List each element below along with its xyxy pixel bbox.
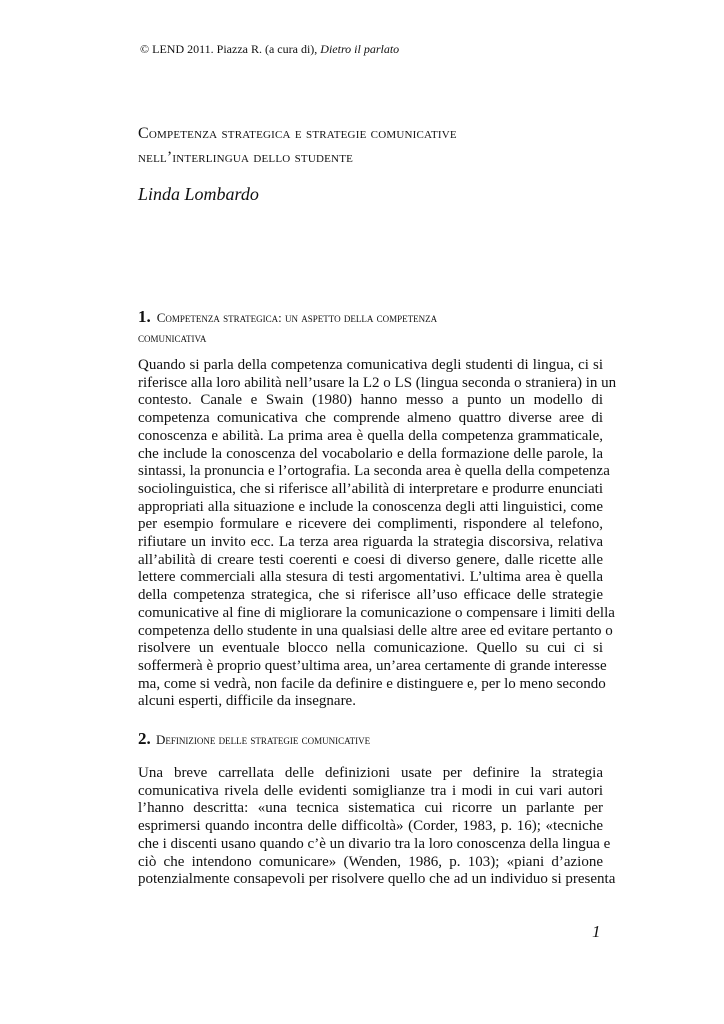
text-line: comunicativa rivela delle evidenti somiglianze tra i modi in cui vari autori xyxy=(138,782,603,799)
section-2-paragraph xyxy=(138,765,616,889)
text-line: che i discenti usano quando c’è un divario tra la loro conoscenza della lingua e xyxy=(138,835,611,852)
text-line: competenza comunicativa che comprende almeno quattro diverse aree di xyxy=(138,410,603,427)
section-1-heading-line-2: comunicativa xyxy=(138,330,207,345)
running-header xyxy=(140,42,399,57)
article-title xyxy=(138,122,608,170)
section-2-heading xyxy=(138,729,608,750)
text-line: che include la conoscenza del vocabolario e della formazione delle parole, la xyxy=(138,445,603,462)
text-line: potenzialmente consapevoli per risolvere quello che ad un individuo si presenta xyxy=(138,871,616,888)
running-head-title: Dietro il parlato xyxy=(320,42,400,56)
text-line: rifiutare un invito ecc. La terza area riguarda la strategia discorsiva, relativa xyxy=(138,534,603,551)
text-line: conoscenza e abilità. La prima area è quella della competenza grammaticale, xyxy=(138,427,603,444)
text-line: appropriati alla situazione e include la conoscenza degli atti linguistici, come xyxy=(138,498,603,515)
section-1-heading xyxy=(138,307,608,348)
section-1-paragraph xyxy=(138,357,617,711)
text-line: all’abilità di creare testi coerenti e coesi di diverso genere, dalle ricette alle xyxy=(138,551,603,568)
text-line: competenza dello studente in una qualsiasi delle altre aree ed evitare pertanto o xyxy=(138,622,613,639)
text-line: contesto. Canale e Swain (1980) hanno messo a punto un modello di xyxy=(138,392,603,409)
running-head-prefix: © LEND 2011. Piazza R. (a cura di), xyxy=(140,42,321,56)
author-name: Linda Lombardo xyxy=(138,184,259,204)
text-line: Quando si parla della competenza comunicativa degli studenti di lingua, ci si xyxy=(138,357,603,373)
text-line: ciò che intendono comunicare» (Wenden, 1986, p. 103); «piani d’azione xyxy=(138,853,603,870)
text-line: riferisce alla loro abilità nell’usare la L2 o LS (lingua seconda o straniera) in un xyxy=(138,374,617,391)
page-number: 1 xyxy=(592,922,601,941)
text-line: per esempio formulare e ricevere dei complimenti, rispondere al telefono, xyxy=(138,516,603,533)
section-1-heading-line-1: Competenza strategica: un aspetto della competenza xyxy=(156,310,438,325)
text-line: Una breve carrellata delle definizioni usate per definire la strategia xyxy=(138,765,603,781)
text-line: lettere commerciali alla stesura di testi argomentativi. L’ultima area è quella xyxy=(138,569,603,586)
article-title-line-1: Competenza strategica e strategie comunicative xyxy=(138,125,457,142)
section-1-number: 1. xyxy=(138,307,151,326)
text-line: ma, come si vedrà, non facile da definire e distinguere e, per lo meno secondo xyxy=(138,675,606,692)
article-title-line-2: nell’interlingua dello studente xyxy=(138,149,354,166)
text-line: alcuni esperti, difficile da insegnare. xyxy=(138,693,356,710)
text-line: soffermerà è proprio quest’ultima area, un’area certamente di grande interesse xyxy=(138,657,607,674)
text-line: risolvere un eventuale blocco nella comunicazione. Quello su cui ci si xyxy=(138,640,603,657)
text-line: comunicative al fine di migliorare la comunicazione o compensare i limiti della xyxy=(138,604,615,621)
section-2-number: 2. xyxy=(138,729,151,748)
section-2-heading-text: Definizione delle strategie comunicative xyxy=(156,732,371,747)
text-line: sintassi, la pronuncia e l’ortografia. La seconda area è quella della competenza xyxy=(138,463,610,480)
text-line: sociolinguistica, che si riferisce all’abilità di interpretare e produrre enunciati xyxy=(138,480,603,497)
text-line: della competenza strategica, che si riferisce all’uso efficace delle strategie xyxy=(138,587,603,604)
text-line: l’hanno descritta: «una tecnica sistematica cui ricorre un parlante per xyxy=(138,800,603,817)
text-line: esprimersi quando incontra delle difficoltà» (Corder, 1983, p. 16); «tecniche xyxy=(138,818,603,835)
